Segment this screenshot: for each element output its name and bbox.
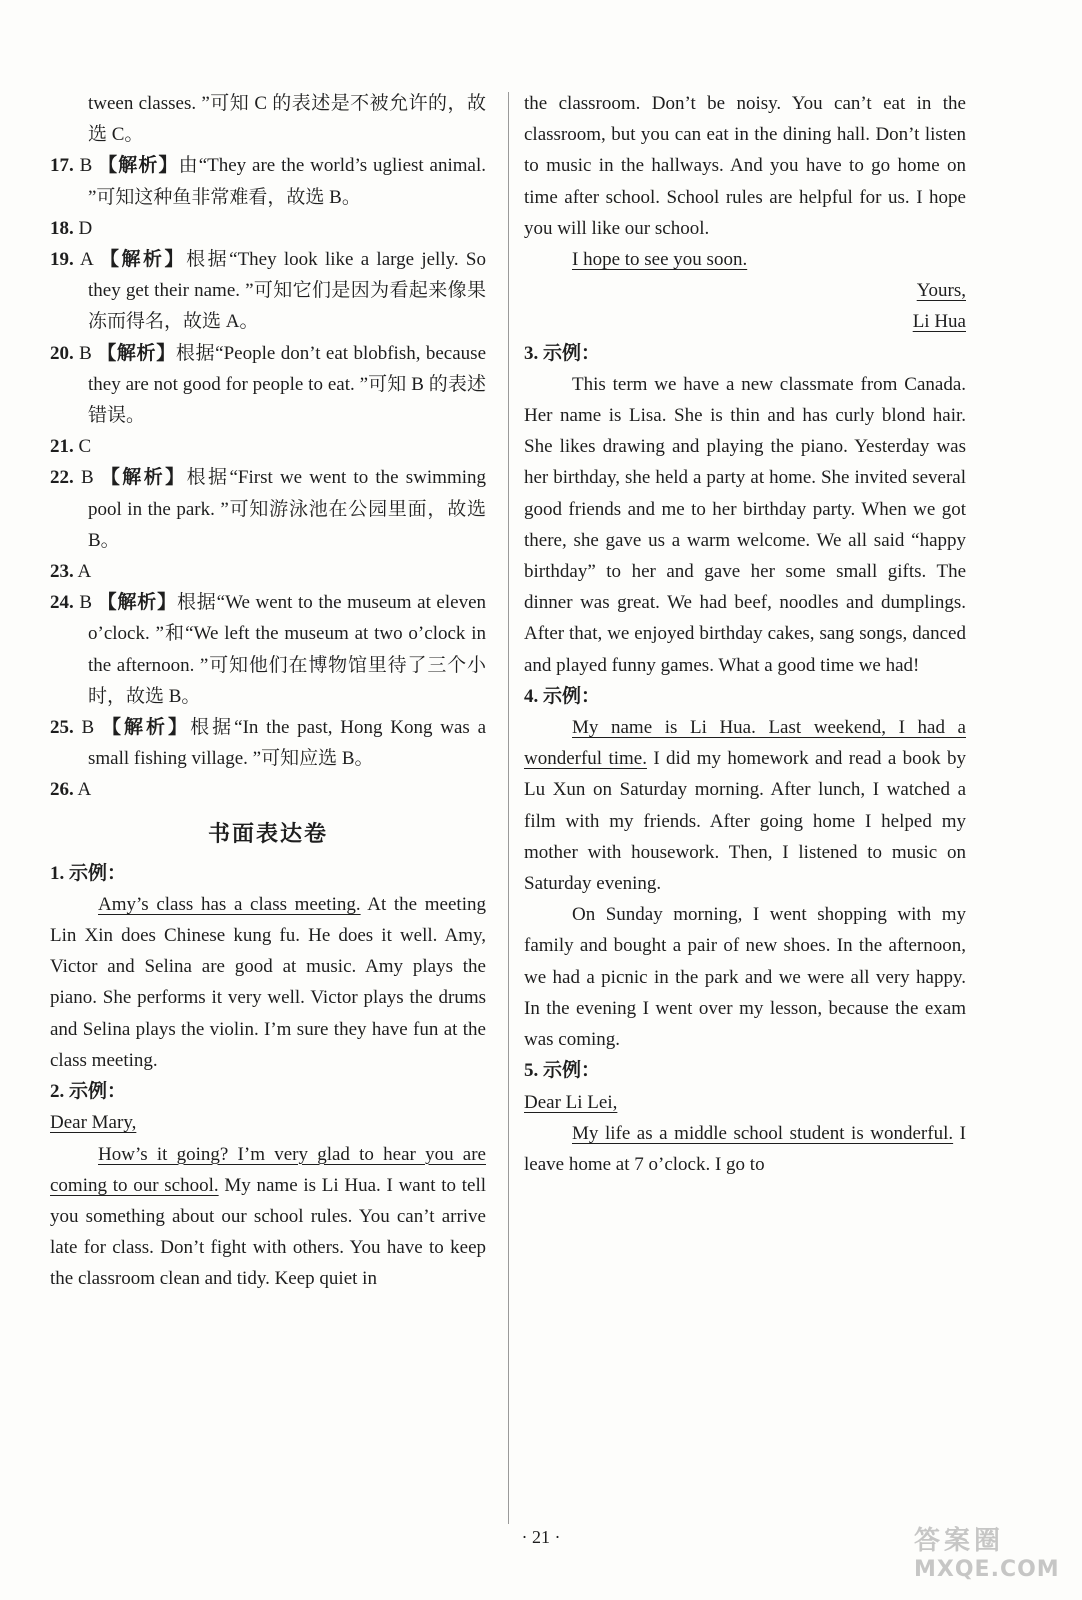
analysis-tag: 【解析】 [102,717,191,739]
left-column [50,88,486,1295]
answer-letter: D [78,217,93,239]
answer-letter: A [77,779,92,801]
analysis-tag: 【解析】 [100,467,187,489]
watermark-cn: 答案圈 [914,1526,1005,1556]
analysis-tag: 【解析】 [99,249,187,271]
body-text: My name is Li Hua. I want to tell you something about our school rules. You can’t arrive late for class. Don’t fight with others. You have to keep the classroom clean and tidy. Keep quiet in [50,1174,487,1290]
continued-answer: tween classes. ”可知 C 的表述是不被允许的，故选 C。 [88,93,486,146]
answer-21 [50,431,486,462]
example-1-text [50,889,486,1076]
answer-letter: C [78,436,92,458]
section-title: 书面表达卷 [207,820,328,846]
answer-letter: B [79,592,93,614]
body-text: At the meeting Lin Xin does Chinese kung fu. He does it well. Amy, Victor and Selina are good at music. Amy plays the piano. She performs it very well. Victor plays the drums and Selina plays the violin. I’m sure they have fun at the class meeting. [50,893,486,1071]
answer-20 [50,338,486,432]
question-number: 17. [50,155,74,177]
salutation-text: Dear Li Lei, [524,1091,618,1113]
analysis-text: 根据“People don’t eat blobfish, because they are not good for people to eat. ”可知 B 的表述错误。 [88,342,486,427]
answer-22 [50,462,486,556]
question-number: 21. [50,436,74,458]
signature-name-text: Li Hua [912,311,966,333]
underlined-topic: How’s it going? I’m very glad to hear you are coming to our school. [50,1143,486,1196]
closing-text: I hope to see you soon. [572,249,748,271]
example-1-label: 1. 示例： [50,862,127,884]
underlined-topic: My name is Li Hua. Last weekend, I had a wonderful time. [524,717,966,770]
underlined-topic: My life as a middle school student is wonderful. [572,1122,954,1144]
example-5-text [524,1118,966,1180]
question-number: 25. [50,717,74,739]
answer-23 [50,556,486,587]
signature-name [524,306,966,337]
example-2-text [50,1139,486,1295]
salutation [524,1087,966,1118]
analysis-text: 根据“They look like a large jelly. So they get their name. ”可知它们是因为看起来像果冻而得名，故选 A。 [88,249,486,333]
watermark-logo [914,1520,1064,1582]
analysis-text: 由“They are the world’s ugliest animal. ”可知这种鱼非常难看，故选 B。 [88,155,486,208]
example-2-label: 2. 示例： [50,1081,127,1103]
example-5-label: 5. 示例： [524,1060,601,1082]
analysis-tag: 【解析】 [97,592,177,614]
answer-26 [50,774,486,805]
answer-letter: B [81,717,95,739]
answer-18 [50,213,486,244]
answer-letter: A [77,561,92,583]
example-3-label: 3. 示例： [524,342,601,364]
answer-letter: B [79,155,93,177]
right-column [524,88,966,1180]
answer-letter: A [79,249,93,271]
answer-17 [50,150,486,212]
answer-letter: B [80,467,94,489]
closing-line [524,244,966,275]
example-4-text [524,712,966,899]
example-3-text: This term we have a new classmate from Canada. Her name is Lisa. She is thin and has curly blond hair. She likes drawing and playing the piano. Yesterday was her birthday, she held a party at home. She invited several good friends and me to her birthday party. When we got there, she gave us a warm welcome. We all said “happy birthday” to her and gave her some small gifts. The dinner was great. We had beef, noodles and dumplings. After that, we enjoyed birthday cakes, sang songs, danced and played funny games. What a good time we had! [524,373,966,676]
watermark-en: MXQE.COM [914,1557,1060,1582]
analysis-text: 根据“We went to the museum at eleven o’clock. ”和“We left the museum at two o’clock in the afternoon. ”可知他们在博物馆里待了三个小时，故选 B。 [88,592,487,707]
body-text: I did my homework and read a book by Lu Xun on Saturday morning. After lunch, I watched a film with my friends. After going home I helped my mother with housework. Then, I listened to music on Saturday evening. [524,748,966,895]
answer-letter: B [79,342,92,364]
answer-25 [50,712,486,774]
salutation [50,1107,486,1138]
page-number: · 21 · [521,1527,561,1547]
question-number: 26. [50,779,74,801]
question-number: 19. [50,249,74,271]
underlined-topic: Amy’s class has a class meeting. [98,893,361,915]
analysis-tag: 【解析】 [98,155,179,177]
example-4-label: 4. 示例： [524,685,601,707]
analysis-tag: 【解析】 [97,342,176,364]
signature-yours: Yours, [916,280,966,302]
example-4-paragraph-2: On Sunday morning, I went shopping with my family and bought a pair of new shoes. In the afternoon, we had a picnic in the park and we were all very happy. In the evening I went over my lesson, because the exam was coming. [524,904,966,1051]
signature-closing [524,275,966,306]
body-text: I leave home at 7 o’clock. I go to [524,1122,966,1175]
question-number: 23. [50,561,74,583]
question-number: 20. [50,342,74,364]
question-number: 18. [50,217,74,239]
analysis-text: 根据“In the past, Hong Kong was a small fishing village. ”可知应选 B。 [88,717,487,770]
answer-19 [50,244,486,338]
question-number: 24. [50,592,74,614]
salutation-text: Dear Mary, [50,1112,137,1134]
question-number: 22. [50,467,74,489]
analysis-text: 根据“First we went to the swimming pool in the park. ”可知游泳池在公园里面，故选 B。 [88,467,487,551]
answer-24 [50,587,486,712]
example-2-continued: the classroom. Don’t be noisy. You can’t eat in the classroom, but you can eat in the dining hall. Don’t listen to music in the hallways. And you have to go home on time after school. School rules are helpful for us. I hope you will like our school. [524,93,966,239]
column-divider [508,92,509,1524]
